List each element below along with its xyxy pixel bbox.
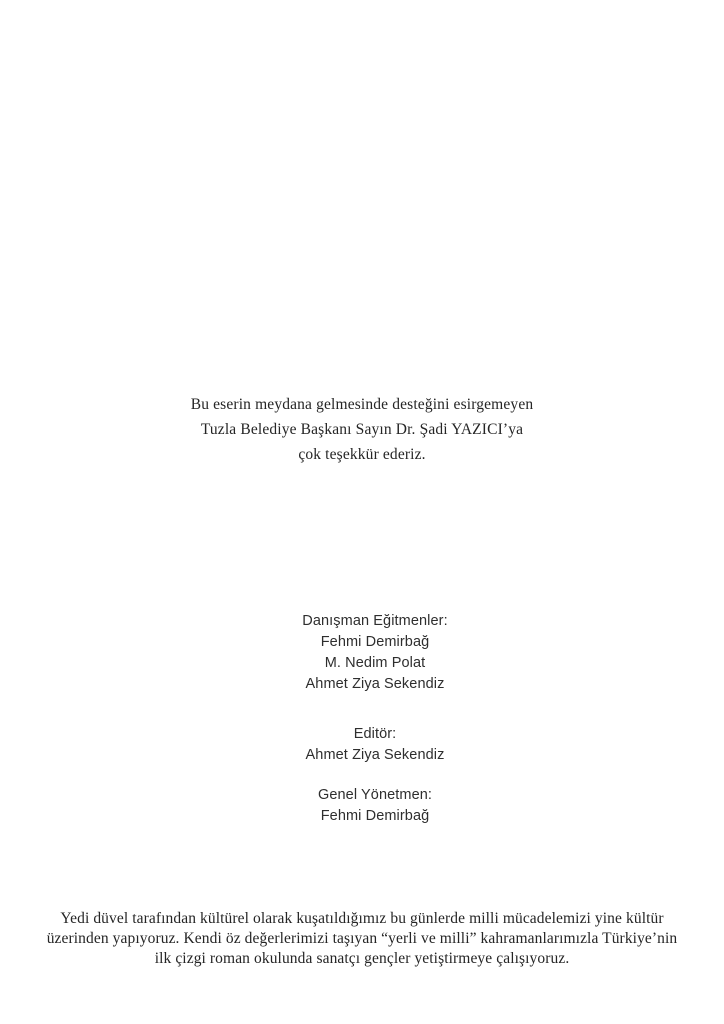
editor-heading: Editör: <box>353 726 397 742</box>
general-manager-name: Fehmi Demirbağ <box>320 808 430 824</box>
advisor-name: M. Nedim Polat <box>324 655 426 671</box>
advisor-name: Ahmet Ziya Sekendiz <box>305 676 445 692</box>
mission-line-3: ilk çizgi roman okulunda sanatçı gençler yetiştirmeye çalışıyoruz. <box>154 950 570 967</box>
advisor-name: Fehmi Demirbağ <box>320 634 430 650</box>
acknowledgment-block <box>0 392 724 467</box>
acknowledgment-line-1: Bu eserin meydana gelmesinde desteğini esirgemeyen <box>190 396 534 413</box>
editor-name: Ahmet Ziya Sekendiz <box>305 747 445 763</box>
mission-statement-block <box>0 909 724 969</box>
mission-line-1: Yedi düvel tarafından kültürel olarak kuşatıldığımız bu günlerde milli mücadelemizi yine kültür <box>60 910 664 927</box>
advisors-heading: Danışman Eğitmenler: <box>302 613 448 629</box>
general-manager-block <box>0 785 724 827</box>
acknowledgment-line-3: çok teşekkür ederiz. <box>298 446 426 463</box>
advisors-block <box>0 611 724 695</box>
acknowledgment-line-2: Tuzla Belediye Başkanı Sayın Dr. Şadi YAZICI’ya <box>200 421 524 438</box>
editor-block <box>0 724 724 766</box>
mission-line-2: üzerinden yapıyoruz. Kendi öz değerlerimizi taşıyan “yerli ve milli” kahramanlarımızla Türkiye’nin <box>46 930 678 947</box>
general-manager-heading: Genel Yönetmen: <box>317 787 433 803</box>
